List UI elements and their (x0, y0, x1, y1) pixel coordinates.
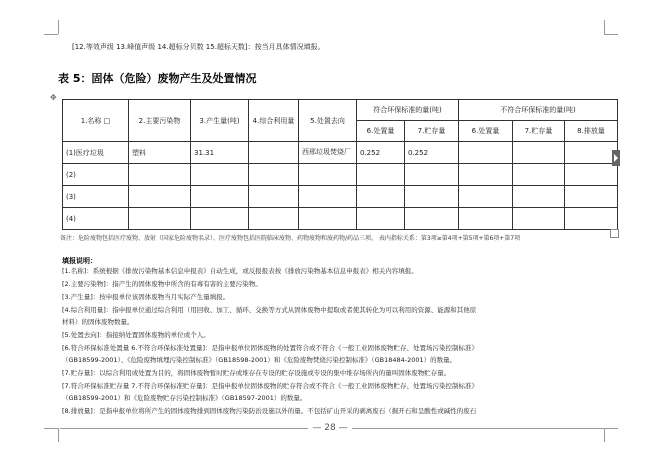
instruction-line: [3.产生量]：按申报单位该固体废物当月实际产生量填报。 (62, 293, 230, 301)
cell-destination[interactable]: 西邢垃圾焚烧厂 (299, 142, 357, 164)
cell-name[interactable]: (4) (63, 208, 129, 230)
header-noncompliant-dispose: 6.处置量 (459, 121, 513, 142)
cell-amount[interactable] (191, 164, 249, 186)
cell-noncompliant-store[interactable] (513, 164, 565, 186)
cell-pollutant[interactable] (129, 208, 191, 230)
instruction-line: [8.排放量]：是指申报单位将所产生的固体废物排到固体废物污染防治设施以外的量。不包括矿山开采的剥离废石（掘开石和呈酸性或碱性的废石 (62, 407, 477, 415)
table-row (63, 164, 618, 186)
cell-noncompliant-emit[interactable] (565, 186, 618, 208)
footer-rule-left (60, 428, 308, 429)
cell-noncompliant-store[interactable] (513, 208, 565, 230)
table-title: 表 5：固体（危险）废物产生及处置情况 (58, 72, 257, 85)
cell-compliant-dispose[interactable] (357, 186, 405, 208)
instruction-line: [6.符合环保标准处置量 6.不符合环保标准处置量]：是指申报单位固体废物的处置符合或不符合《一般工业固体废物贮存、处置场污染控制标准》 (62, 344, 479, 352)
crop-mark-top-left-h (44, 34, 58, 35)
crop-mark-top-left-v (58, 20, 59, 34)
table-row (63, 186, 618, 208)
header-name: 1.名称 □ (63, 100, 129, 142)
instruction-line: [4.综合利用量]：指申报单位通过综合利用（用回收、加工、循环、交换等方式从固体废物中提取或者使其转化为可以利用的资源、能源和其他原 (62, 306, 477, 314)
header-noncompliant-emit: 8.排放量 (565, 121, 618, 142)
cell-reuse[interactable] (249, 164, 299, 186)
instruction-line: [1.名称]：系统根据《排放污染物基本信息申报表》自动生成，或反报报表按《排放污染物基本信息申报表》相关内容填报。 (62, 267, 418, 275)
header-compliant-store: 7.贮存量 (405, 121, 459, 142)
cell-noncompliant-dispose[interactable] (459, 186, 513, 208)
cell-amount[interactable]: 31.31 (191, 142, 249, 164)
header-noncompliant-store: 7.贮存量 (513, 121, 565, 142)
cell-pollutant[interactable] (129, 186, 191, 208)
instruction-line: [2.主要污染物]：指产生的固体废物中所含的有毒有害的主要污染物。 (62, 280, 262, 288)
cell-reuse[interactable] (249, 186, 299, 208)
cell-noncompliant-emit[interactable] (565, 208, 618, 230)
cell-noncompliant-emit[interactable] (565, 142, 618, 164)
crop-mark-bottom-right-h (604, 428, 618, 429)
cell-pollutant[interactable] (129, 164, 191, 186)
instruction-line: （GB18599-2001）和《危险废物贮存污染控制标准》（GB18597-2001）的数量。 (62, 394, 307, 402)
footer-rule-right (352, 428, 604, 429)
cell-compliant-store[interactable] (405, 186, 459, 208)
cell-noncompliant-store[interactable] (513, 186, 565, 208)
cell-compliant-dispose[interactable]: 0.252 (357, 142, 405, 164)
cell-noncompliant-store[interactable] (513, 142, 565, 164)
cell-destination[interactable] (299, 186, 357, 208)
cell-noncompliant-dispose[interactable] (459, 208, 513, 230)
cell-noncompliant-emit[interactable] (565, 164, 618, 186)
cell-compliant-store[interactable]: 0.252 (405, 142, 459, 164)
header-destination: 5.处置去向 (299, 100, 357, 142)
instructions-heading: 填报说明： (62, 257, 97, 265)
cell-amount[interactable] (191, 208, 249, 230)
cell-pollutant[interactable]: 塑料 (129, 142, 191, 164)
header-amount: 3.产生量(吨) (191, 100, 249, 142)
cell-noncompliant-dispose[interactable] (459, 142, 513, 164)
cell-amount[interactable] (191, 186, 249, 208)
crop-mark-bottom-right-v (604, 428, 605, 442)
crop-mark-bottom-left-v (58, 428, 59, 442)
crop-mark-top-right-h (604, 34, 618, 35)
page-number: — 28 — (312, 423, 348, 433)
table-move-handle-icon[interactable]: ✥ (50, 93, 57, 102)
header-reuse: 4.综合利用量 (249, 100, 299, 142)
cell-compliant-dispose[interactable] (357, 208, 405, 230)
crop-mark-bottom-left-h (44, 428, 58, 429)
table-row (63, 142, 618, 164)
cell-destination[interactable] (299, 208, 357, 230)
page-scroll-right-icon[interactable] (612, 150, 620, 166)
table-row (63, 208, 618, 230)
header-noncompliant-group: 不符合环保标准的量(吨) (459, 100, 618, 121)
cell-noncompliant-dispose[interactable] (459, 164, 513, 186)
header-pollutant: 2.主要污染物 (129, 100, 191, 142)
top-note: [12.等效声级 13.峰值声级 14.超标分贝数 15.超标天数]：按当月具体情况填报。 (72, 43, 325, 51)
header-compliant-group: 符合环保标准的量(吨) (357, 100, 459, 121)
cell-reuse[interactable] (249, 142, 299, 164)
cell-compliant-store[interactable] (405, 164, 459, 186)
cell-name[interactable]: (3) (63, 186, 129, 208)
cell-compliant-store[interactable] (405, 208, 459, 230)
cell-name[interactable]: (1)医疗垃圾 (63, 142, 129, 164)
cell-name[interactable]: (2) (63, 164, 129, 186)
instruction-line: [7.符合环保标准贮存量 7.不符合环保标准贮存量]：是指申报单位固体废物的贮存符合或不符合《一般工业固体废物贮存、处置场污染控制标准》 (62, 382, 479, 390)
cell-destination[interactable] (299, 164, 357, 186)
header-compliant-dispose: 6.处置量 (357, 121, 405, 142)
crop-mark-top-right-v (604, 20, 605, 34)
instruction-line: （GB18599-2001）、《危险废物填埋污染控制标准》（GB18598-2001）和《危险废物焚烧污染控制标准》（GB18484-2001）的数量。 (62, 356, 457, 364)
instruction-line: [7.贮存量]：以综合利用或处置为目的，将固体废物暂时贮存或堆存在专设的贮存设施或专设的集中堆存场所内的量叫固体废物贮存量。 (62, 369, 451, 377)
table-note: 备注：危险废物包括医疗废物、放射（国家危险废物名录）、医疗废物包括医院临床废物、药物废物和废药物/药品三项。 表内指标关系：第3项≥第4项+第5项+第6项+第7项 (60, 235, 521, 242)
cell-reuse[interactable] (249, 208, 299, 230)
instruction-line: 材料）的固体废物数量。 (62, 318, 134, 326)
cell-compliant-dispose[interactable] (357, 164, 405, 186)
waste-table (62, 99, 618, 230)
instruction-line: [5.处置去向]：指接纳处置固体废物的单位或个人。 (62, 331, 210, 339)
